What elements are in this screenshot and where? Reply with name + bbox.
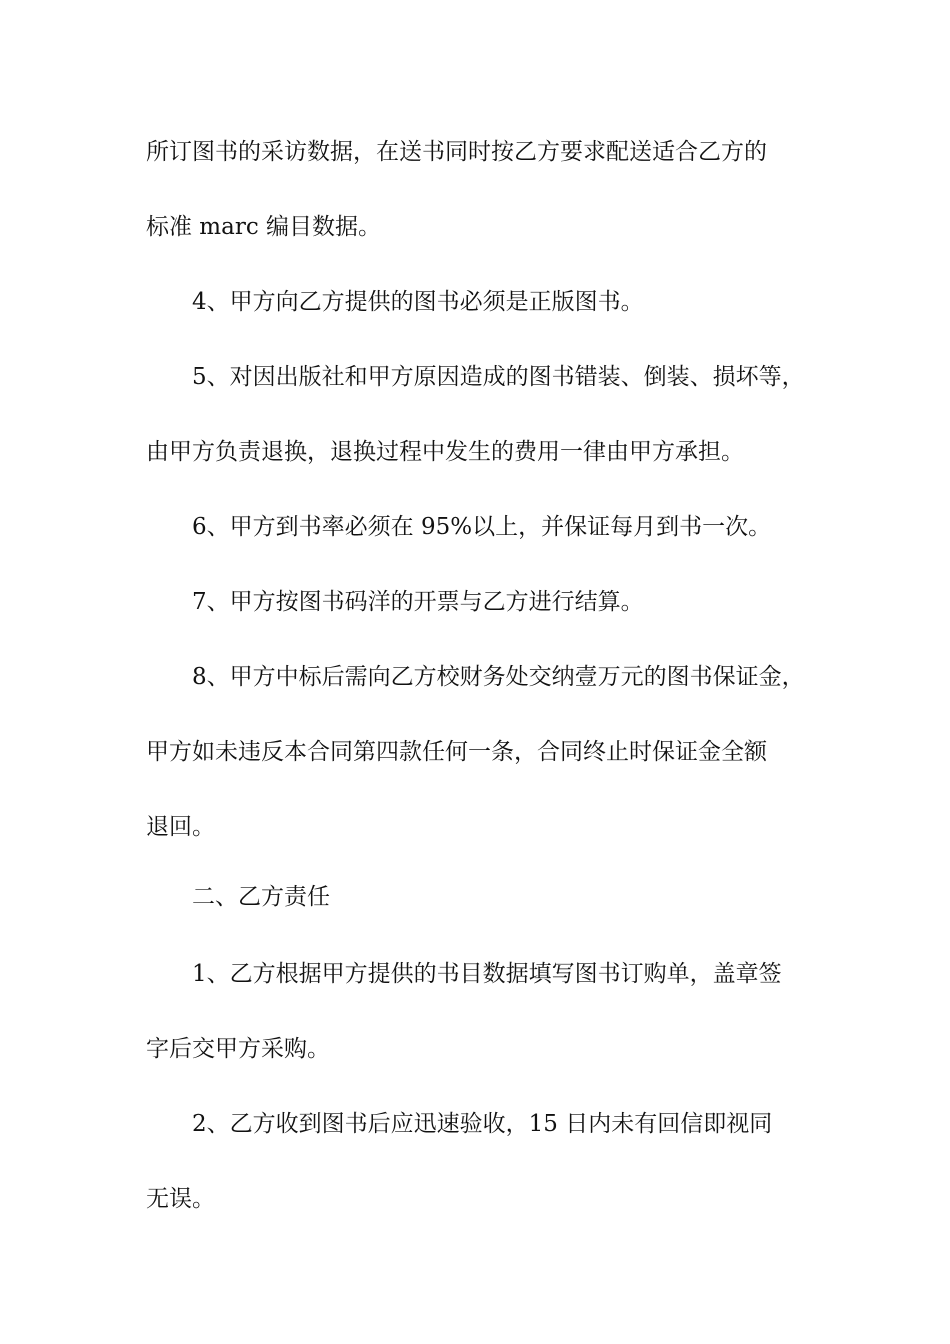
- party-b-clause-1-continuation: 字后交甲方采购。: [146, 1036, 330, 1062]
- text-line-2: 标准 marc 编目数据。: [146, 214, 382, 240]
- party-b-clause-1: 1、乙方根据甲方提供的书目数据填写图书订购单，盖章签: [192, 961, 782, 987]
- section-heading: 二、乙方责任: [192, 884, 330, 910]
- clause-8-continuation-2: 退回。: [146, 814, 215, 840]
- clause-4: 4、甲方向乙方提供的图书必须是正版图书。: [192, 289, 644, 315]
- clause-5-continuation: 由甲方负责退换，退换过程中发生的费用一律由甲方承担。: [146, 439, 744, 465]
- party-b-clause-2: 2、乙方收到图书后应迅速验收，15 日内未有回信即视同: [192, 1111, 773, 1137]
- clause-6: 6、甲方到书率必须在 95%以上，并保证每月到书一次。: [192, 514, 772, 540]
- clause-8-continuation-1: 甲方如未违反本合同第四款任何一条，合同终止时保证金全额: [146, 739, 767, 765]
- clause-7: 7、甲方按图书码洋的开票与乙方进行结算。: [192, 589, 644, 615]
- clause-5: 5、对因出版社和甲方原因造成的图书错装、倒装、损坏等，: [192, 364, 805, 390]
- party-b-clause-2-continuation: 无误。: [146, 1186, 215, 1212]
- text-line-1: 所订图书的采访数据，在送书同时按乙方要求配送适合乙方的: [146, 139, 767, 165]
- clause-8: 8、甲方中标后需向乙方校财务处交纳壹万元的图书保证金，: [192, 664, 805, 690]
